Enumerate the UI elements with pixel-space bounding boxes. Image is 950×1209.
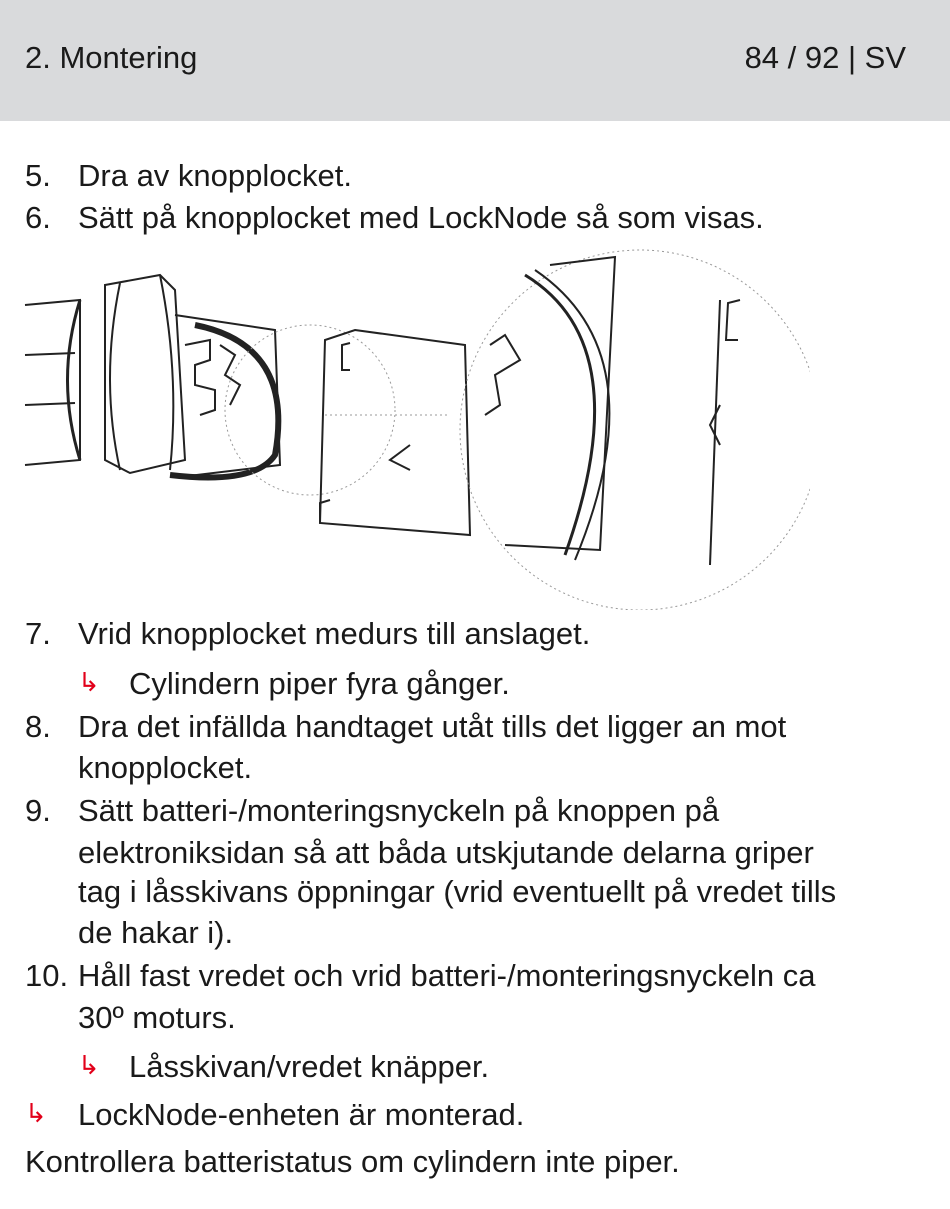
step-number: 6. [25,200,51,235]
page-number: 84 / 92 | SV [744,40,906,75]
step-number: 10. [25,958,69,993]
step-text: knopplocket. [78,750,253,785]
result-text: Låsskivan/vredet knäpper. [129,1049,490,1084]
step-text: Dra av knopplocket. [78,158,352,193]
step-number: 8. [25,709,51,744]
result-arrow-icon: ↳ [25,1098,47,1128]
step-number: 7. [25,616,51,651]
step-text: Sätt batteri-/monteringsnyckeln på knoppen på [78,793,720,828]
step-text: Vrid knopplocket medurs till anslaget. [78,616,591,651]
step-text: de hakar i). [78,915,234,950]
step-text: elektroniksidan så att båda utskjutande delarna griper [78,835,814,870]
note-text: Kontrollera batteristatus om cylindern inte piper. [25,1144,680,1179]
step-number: 9. [25,793,51,828]
result-arrow-icon: ↳ [78,1050,100,1080]
step-text: Håll fast vredet och vrid batteri-/monteringsnyckeln ca [78,958,816,993]
step-text: 30º moturs. [78,1000,236,1035]
mounting-illustration [20,245,810,610]
step-text: Sätt på knopplocket med LockNode så som visas. [78,200,764,235]
step-text: Dra det infällda handtaget utåt tills det ligger an mot [78,709,787,744]
result-arrow-icon: ↳ [78,667,100,697]
step-number: 5. [25,158,51,193]
result-text: LockNode-enheten är monterad. [78,1097,525,1132]
result-text: Cylindern piper fyra gånger. [129,666,510,701]
page-header [0,0,950,121]
section-title: 2. Montering [25,40,198,75]
step-text: tag i låsskivans öppningar (vrid eventuellt på vredet tills [78,874,837,909]
